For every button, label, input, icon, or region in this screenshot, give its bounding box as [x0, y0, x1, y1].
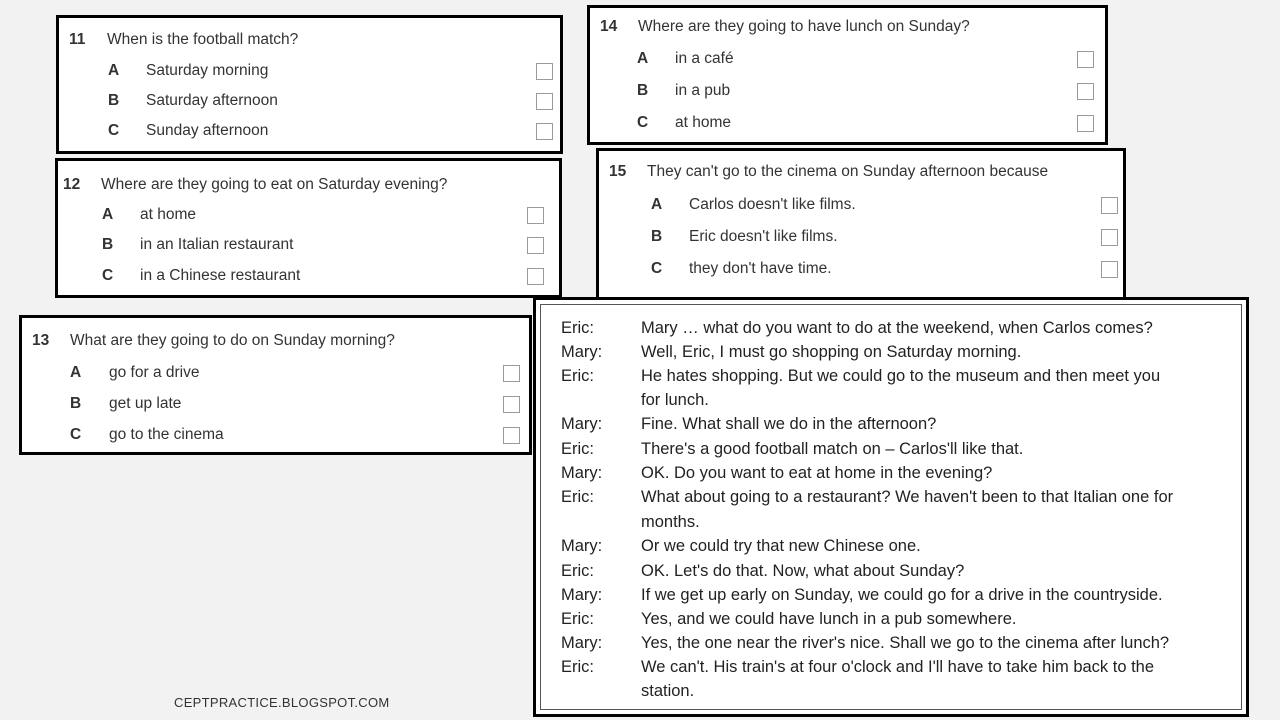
answer-checkbox[interactable] — [1077, 51, 1094, 68]
question-14-box — [587, 5, 1108, 145]
option-text: Carlos doesn't like films. — [689, 196, 856, 213]
utterance-text: OK. Let's do that. Now, what about Sunday? — [641, 562, 965, 580]
transcript-frame — [540, 304, 1242, 710]
utterance-text: station. — [641, 682, 695, 700]
option-text: Eric doesn't like films. — [689, 228, 838, 245]
option-row[interactable] — [22, 426, 529, 448]
answer-checkbox[interactable] — [1077, 83, 1094, 100]
utterance-text: Yes, the one near the river's nice. Shall we go to the cinema after lunch? — [641, 634, 1170, 652]
speaker-label: Mary: — [561, 343, 603, 361]
utterance-text: There's a good football match on – Carlos'll like that. — [641, 440, 1024, 458]
option-row[interactable] — [58, 236, 559, 258]
answer-checkbox[interactable] — [503, 427, 520, 444]
option-text: in a pub — [675, 82, 731, 99]
option-row[interactable] — [22, 395, 529, 417]
option-letter: B — [651, 228, 663, 245]
question-text: They can't go to the cinema on Sunday afternoon because — [647, 163, 1049, 180]
utterance-text: Or we could try that new Chinese one. — [641, 537, 921, 555]
question-number: 12 — [63, 176, 81, 193]
question-number: 13 — [32, 332, 50, 349]
answer-checkbox[interactable] — [527, 237, 544, 254]
question-15-box — [596, 148, 1126, 300]
question-12-box — [55, 158, 562, 298]
option-text: Saturday afternoon — [146, 92, 278, 109]
answer-checkbox[interactable] — [503, 365, 520, 382]
option-letter: C — [102, 267, 114, 284]
utterance-text: OK. Do you want to eat at home in the evening? — [641, 464, 993, 482]
option-text: in an Italian restaurant — [140, 236, 294, 253]
option-letter: B — [70, 395, 82, 412]
question-number: 15 — [609, 163, 627, 180]
option-text: they don't have time. — [689, 260, 832, 277]
question-11-box — [56, 15, 563, 154]
option-letter: A — [108, 62, 120, 79]
speaker-label: Eric: — [561, 610, 594, 628]
speaker-label: Eric: — [561, 367, 594, 385]
option-text: at home — [675, 114, 732, 131]
option-letter: C — [637, 114, 649, 131]
option-text: Sunday afternoon — [146, 122, 269, 139]
answer-checkbox[interactable] — [1101, 261, 1118, 278]
option-row[interactable] — [22, 364, 529, 386]
speaker-label: Mary: — [561, 586, 603, 604]
speaker-label: Mary: — [561, 537, 603, 555]
option-text: Saturday morning — [146, 62, 269, 79]
option-row[interactable] — [590, 50, 1105, 72]
answer-checkbox[interactable] — [527, 268, 544, 285]
question-text: When is the football match? — [107, 31, 299, 48]
option-text: in a café — [675, 50, 734, 67]
option-letter: B — [102, 236, 114, 253]
option-row[interactable] — [599, 260, 1123, 282]
option-letter: B — [108, 92, 120, 109]
utterance-text: Well, Eric, I must go shopping on Saturday morning. — [641, 343, 1022, 361]
question-text: Where are they going to have lunch on Sunday? — [638, 18, 970, 35]
option-letter: C — [108, 122, 120, 139]
speaker-label: Eric: — [561, 319, 594, 337]
option-row[interactable] — [590, 114, 1105, 136]
utterance-text: Fine. What shall we do in the afternoon? — [641, 415, 937, 433]
option-text: at home — [140, 206, 197, 223]
option-letter: B — [637, 82, 649, 99]
speaker-label: Eric: — [561, 440, 594, 458]
question-text: Where are they going to eat on Saturday evening? — [101, 176, 448, 193]
question-text: What are they going to do on Sunday morning? — [70, 332, 395, 349]
utterance-text: What about going to a restaurant? We haven't been to that Italian one for — [641, 488, 1174, 506]
utterance-text: If we get up early on Sunday, we could go for a drive in the countryside. — [641, 586, 1163, 604]
answer-checkbox[interactable] — [527, 207, 544, 224]
option-text: get up late — [109, 395, 182, 412]
utterance-text: months. — [641, 513, 700, 531]
option-row[interactable] — [58, 267, 559, 289]
speaker-label: Eric: — [561, 658, 594, 676]
option-letter: A — [637, 50, 649, 67]
option-letter: A — [102, 206, 114, 223]
utterance-text: Mary … what do you want to do at the weekend, when Carlos comes? — [641, 319, 1153, 337]
answer-checkbox[interactable] — [536, 63, 553, 80]
utterance-text: Yes, and we could have lunch in a pub somewhere. — [641, 610, 1017, 628]
speaker-label: Mary: — [561, 464, 603, 482]
answer-checkbox[interactable] — [536, 123, 553, 140]
question-13-box — [19, 315, 532, 455]
speaker-label: Mary: — [561, 415, 603, 433]
option-row[interactable] — [59, 122, 560, 144]
dialogue-transcript — [533, 297, 1249, 717]
answer-checkbox[interactable] — [1101, 197, 1118, 214]
option-letter: A — [70, 364, 82, 381]
option-row[interactable] — [59, 62, 560, 84]
option-row[interactable] — [599, 196, 1123, 218]
speaker-label: Eric: — [561, 562, 594, 580]
question-number: 14 — [600, 18, 618, 35]
option-row[interactable] — [58, 206, 559, 228]
speaker-label: Eric: — [561, 488, 594, 506]
option-letter: C — [651, 260, 663, 277]
option-letter: C — [70, 426, 82, 443]
answer-checkbox[interactable] — [503, 396, 520, 413]
option-row[interactable] — [59, 92, 560, 114]
answer-checkbox[interactable] — [536, 93, 553, 110]
utterance-text: We can't. His train's at four o'clock and I'll have to take him back to the — [641, 658, 1155, 676]
option-row[interactable] — [590, 82, 1105, 104]
question-number: 11 — [69, 31, 86, 48]
option-row[interactable] — [599, 228, 1123, 250]
option-text: go to the cinema — [109, 426, 224, 443]
option-letter: A — [651, 196, 663, 213]
speaker-label: Mary: — [561, 634, 603, 652]
answer-checkbox[interactable] — [1077, 115, 1094, 132]
utterance-text: He hates shopping. But we could go to the museum and then meet you — [641, 367, 1161, 385]
answer-checkbox[interactable] — [1101, 229, 1118, 246]
utterance-text: for lunch. — [641, 391, 709, 409]
option-text: go for a drive — [109, 364, 200, 381]
site-credit: CEPTPRACTICE.BLOGSPOT.COM — [174, 695, 390, 710]
option-text: in a Chinese restaurant — [140, 267, 301, 284]
